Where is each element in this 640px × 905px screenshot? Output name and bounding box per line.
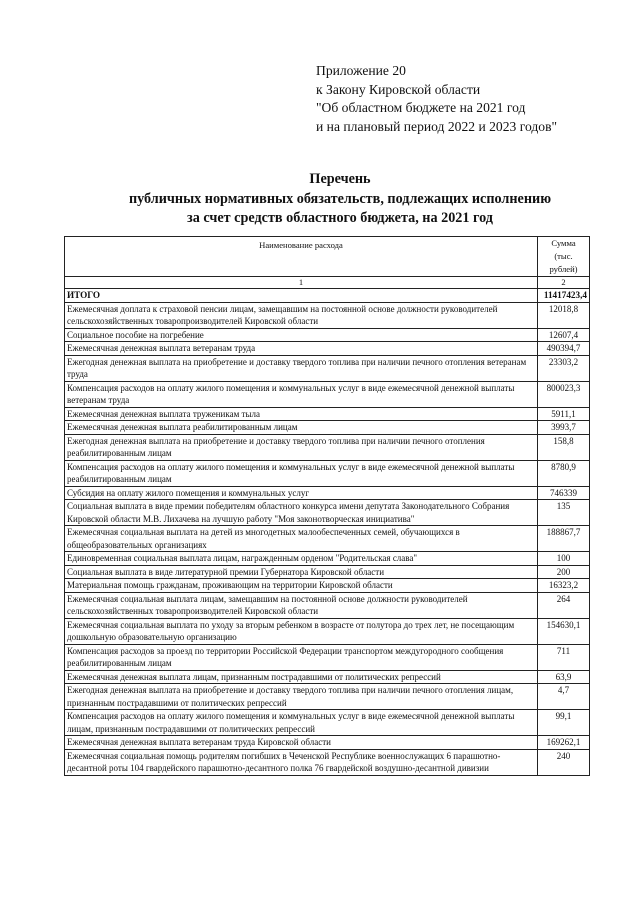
expense-name: Компенсация расходов на оплату жилого помещения и коммунальных услуг в виде ежемесячной денежной выплаты реабилитированным лицам — [65, 460, 538, 486]
expense-sum: 200 — [538, 565, 590, 579]
table-row — [65, 670, 590, 684]
column-number: 2 — [538, 277, 590, 289]
table-row — [65, 526, 590, 552]
expense-name: Социальное пособие на погребение — [65, 328, 538, 342]
expense-sum: 154630,1 — [538, 618, 590, 644]
expense-sum: 800023,3 — [538, 381, 590, 407]
table-row — [65, 749, 590, 775]
title-line: Перечень — [309, 171, 371, 187]
expense-name: Субсидия на оплату жилого помещения и коммунальных услуг — [65, 486, 538, 500]
expense-sum: 12607,4 — [538, 328, 590, 342]
appendix-line: к Закону Кировской области — [316, 81, 481, 97]
expense-sum: 135 — [538, 500, 590, 526]
expense-sum: 264 — [538, 592, 590, 618]
appendix-line: и на плановый период 2022 и 2023 годов" — [316, 118, 558, 134]
expense-name: Ежемесячная денежная выплата труженикам тыла — [65, 407, 538, 421]
table-row — [65, 407, 590, 421]
expense-name: Ежемесячная социальная выплата лицам, замещавшим на постоянной основе должности руководителей сельскохозяйственных товаропроизводителей Кировской области — [65, 592, 538, 618]
table-row — [65, 710, 590, 736]
expense-name: Единовременная социальная выплата лицам, награжденным орденом "Родительская слава" — [65, 552, 538, 566]
expense-sum: 240 — [538, 749, 590, 775]
column-number: 1 — [65, 277, 538, 289]
column-header-sum — [538, 237, 590, 277]
expense-name: Ежегодная денежная выплата на приобретение и доставку твердого топлива при наличии печного отопления реабилитированным лицам — [65, 434, 538, 460]
table-row — [65, 684, 590, 710]
table-row — [65, 355, 590, 381]
expense-name: Материальная помощь гражданам, проживающим на территории Кировской области — [65, 579, 538, 593]
table-row — [65, 736, 590, 750]
expense-sum: 169262,1 — [538, 736, 590, 750]
expense-sum: 8780,9 — [538, 460, 590, 486]
expense-name: Компенсация расходов на оплату жилого помещения и коммунальных услуг в виде ежемесячной денежной выплаты лицам, признанным пострадавшими от политических репрессий — [65, 710, 538, 736]
total-sum: 11417423,4 — [538, 289, 590, 303]
expense-name: Ежемесячная денежная выплата реабилитированным лицам — [65, 421, 538, 435]
expense-name: Компенсация расходов на оплату жилого помещения и коммунальных услуг в виде ежемесячной денежной выплаты ветеранам труда — [65, 381, 538, 407]
expense-name: Ежегодная денежная выплата на приобретение и доставку твердого топлива при наличии печного отопления лицам, признанным пострадавшими от политических репрессий — [65, 684, 538, 710]
expense-sum: 3993,7 — [538, 421, 590, 435]
expense-name: Социальная выплата в виде литературной премии Губернатора Кировской области — [65, 565, 538, 579]
expense-name: Компенсация расходов за проезд по территории Российской Федерации транспортом междугородного сообщения реабилитированным лицам — [65, 644, 538, 670]
table-row — [65, 618, 590, 644]
sum-header-line1: Сумма — [551, 238, 576, 248]
table-row — [65, 328, 590, 342]
expense-sum: 4,7 — [538, 684, 590, 710]
column-header-name: Наименование расхода — [65, 237, 538, 277]
expense-name: Ежемесячная денежная выплата ветеранам труда Кировской области — [65, 736, 538, 750]
expense-name: Ежемесячная доплата к страховой пенсии лицам, замещавшим на постоянной основе должности руководителей сельскохозяйственных товаропроизводителей Кировской области — [65, 302, 538, 328]
table-row — [65, 552, 590, 566]
expense-name: Ежемесячная денежная выплата лицам, признанным пострадавшими от политических репрессий — [65, 670, 538, 684]
expense-sum: 711 — [538, 644, 590, 670]
sum-header-line2: (тыс. рублей) — [549, 251, 578, 274]
appendix-line: "Об областном бюджете на 2021 год — [316, 100, 526, 116]
expense-sum: 490394,7 — [538, 342, 590, 356]
title-line: за счет средств областного бюджета, на 2021 год — [187, 210, 493, 226]
obligations-table — [64, 236, 590, 776]
expense-sum: 100 — [538, 552, 590, 566]
expense-sum: 63,9 — [538, 670, 590, 684]
table-row — [65, 565, 590, 579]
expense-sum: 188867,7 — [538, 526, 590, 552]
table-row — [65, 644, 590, 670]
table-row — [65, 342, 590, 356]
expense-name: Ежемесячная социальная выплата по уходу за вторым ребенком в возрасте от полутора до трех лет, не посещающим дошкольную образовательную организацию — [65, 618, 538, 644]
total-label: ИТОГО — [65, 289, 538, 303]
table-row — [65, 592, 590, 618]
expense-sum: 16323,2 — [538, 579, 590, 593]
table-row — [65, 500, 590, 526]
appendix-line: Приложение 20 — [316, 63, 406, 78]
expense-sum: 746339 — [538, 486, 590, 500]
table-row — [65, 302, 590, 328]
table-row — [65, 421, 590, 435]
expense-sum: 12018,8 — [538, 302, 590, 328]
expense-name: Социальная выплата в виде премии победителям областного конкурса имени депутата Законодательного Собрания Кировской области М.В. Лихачева на лучшую работу "Моя законотворческая инициатива" — [65, 500, 538, 526]
table-row — [65, 460, 590, 486]
appendix-header — [316, 62, 557, 136]
table-header-row — [65, 237, 590, 277]
table-row — [65, 579, 590, 593]
expense-name: Ежемесячная социальная помощь родителям погибших в Чеченской Республике военнослужащих 6 парашютно-десантной роты 104 гвардейского парашютно-десантного полка 76 гвардейской воздушно-десантной дивизии — [65, 749, 538, 775]
expense-sum: 158,8 — [538, 434, 590, 460]
expense-sum: 23303,2 — [538, 355, 590, 381]
column-number-row — [65, 277, 590, 289]
document-title — [40, 170, 640, 229]
expense-name: Ежемесячная социальная выплата на детей из многодетных малообеспеченных семей, обучающихся в общеобразовательных организациях — [65, 526, 538, 552]
table-row — [65, 381, 590, 407]
table-row — [65, 486, 590, 500]
expense-name: Ежегодная денежная выплата на приобретение и доставку твердого топлива при наличии печного отопления ветеранам труда — [65, 355, 538, 381]
expense-name: Ежемесячная денежная выплата ветеранам труда — [65, 342, 538, 356]
expense-sum: 5911,1 — [538, 407, 590, 421]
table-row — [65, 434, 590, 460]
table-body — [65, 302, 590, 775]
total-row — [65, 289, 590, 303]
expense-sum: 99,1 — [538, 710, 590, 736]
title-line: публичных нормативных обязательств, подлежащих исполнению — [128, 190, 552, 207]
